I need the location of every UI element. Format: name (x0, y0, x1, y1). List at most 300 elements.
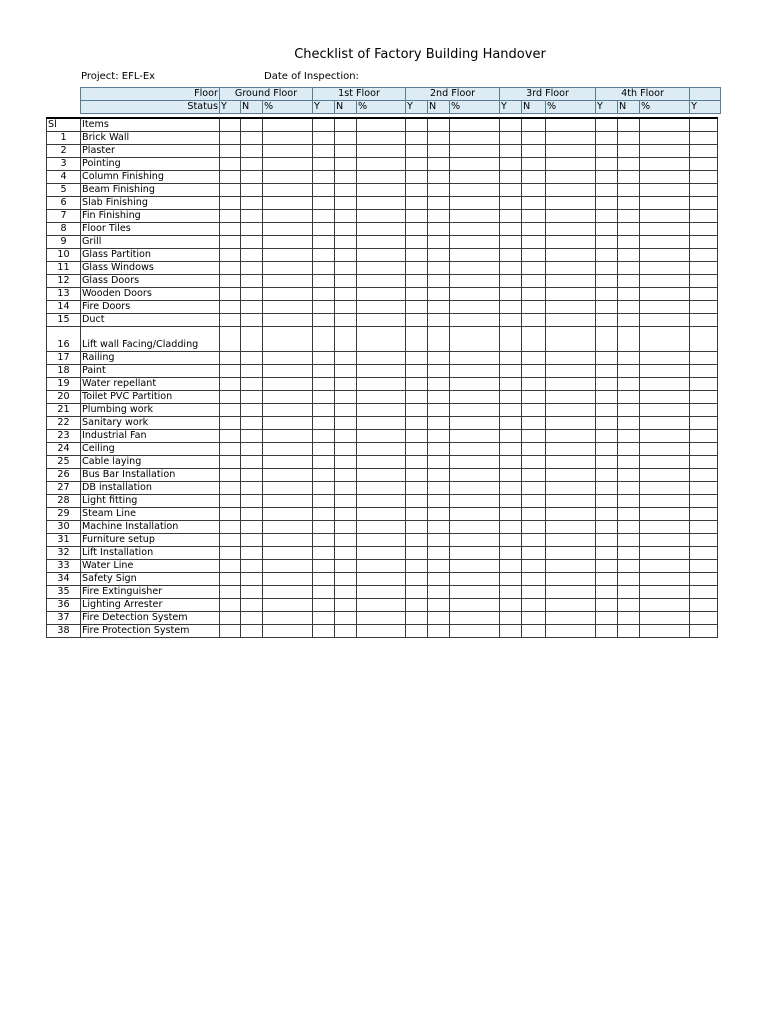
status-cell[interactable] (406, 482, 428, 495)
status-cell[interactable] (596, 210, 618, 223)
status-cell[interactable] (546, 378, 596, 391)
status-cell[interactable] (640, 599, 690, 612)
status-cell[interactable] (596, 171, 618, 184)
status-cell[interactable] (406, 352, 428, 365)
status-cell[interactable] (500, 521, 522, 534)
status-cell[interactable] (335, 365, 357, 378)
status-cell[interactable] (428, 378, 450, 391)
status-cell[interactable] (241, 145, 263, 158)
status-cell[interactable] (640, 612, 690, 625)
status-cell[interactable] (450, 314, 500, 327)
status-cell[interactable] (313, 560, 335, 573)
status-cell[interactable] (357, 288, 406, 301)
status-cell[interactable] (357, 508, 406, 521)
status-cell[interactable] (406, 430, 428, 443)
status-cell[interactable] (690, 327, 718, 352)
status-cell[interactable] (241, 599, 263, 612)
status-cell[interactable] (618, 625, 640, 638)
status-cell[interactable] (522, 145, 546, 158)
status-cell[interactable] (690, 288, 718, 301)
status-cell[interactable] (546, 236, 596, 249)
status-cell[interactable] (690, 573, 718, 586)
status-cell[interactable] (357, 314, 406, 327)
status-cell[interactable] (690, 158, 718, 171)
status-cell[interactable] (263, 301, 313, 314)
status-cell[interactable] (546, 365, 596, 378)
status-cell[interactable] (640, 573, 690, 586)
status-cell[interactable] (428, 158, 450, 171)
status-cell[interactable] (596, 443, 618, 456)
status-cell[interactable] (357, 145, 406, 158)
status-cell[interactable] (690, 275, 718, 288)
status-cell[interactable] (241, 534, 263, 547)
status-cell[interactable] (220, 469, 241, 482)
status-cell[interactable] (690, 547, 718, 560)
status-cell[interactable] (428, 586, 450, 599)
status-cell[interactable] (335, 158, 357, 171)
status-cell[interactable] (335, 560, 357, 573)
status-cell[interactable] (220, 495, 241, 508)
status-cell[interactable] (690, 365, 718, 378)
status-cell[interactable] (690, 132, 718, 145)
status-cell[interactable] (263, 365, 313, 378)
status-cell[interactable] (546, 547, 596, 560)
status-cell[interactable] (428, 430, 450, 443)
status-cell[interactable] (335, 391, 357, 404)
status-cell[interactable] (500, 249, 522, 262)
status-cell[interactable] (428, 508, 450, 521)
status-cell[interactable] (690, 495, 718, 508)
status-cell[interactable] (640, 158, 690, 171)
status-cell[interactable] (690, 417, 718, 430)
status-cell[interactable] (428, 314, 450, 327)
status-cell[interactable] (522, 573, 546, 586)
status-cell[interactable] (500, 469, 522, 482)
status-cell[interactable] (313, 197, 335, 210)
status-cell[interactable] (335, 171, 357, 184)
status-cell[interactable] (406, 158, 428, 171)
status-cell[interactable] (640, 417, 690, 430)
status-cell[interactable] (335, 314, 357, 327)
status-cell[interactable] (357, 158, 406, 171)
status-cell[interactable] (313, 288, 335, 301)
status-cell[interactable] (335, 145, 357, 158)
status-cell[interactable] (618, 365, 640, 378)
status-cell[interactable] (690, 469, 718, 482)
status-cell[interactable] (690, 521, 718, 534)
status-cell[interactable] (357, 171, 406, 184)
status-cell[interactable] (546, 249, 596, 262)
status-cell[interactable] (690, 482, 718, 495)
status-cell[interactable] (500, 288, 522, 301)
status-cell[interactable] (546, 625, 596, 638)
status-cell[interactable] (500, 365, 522, 378)
status-cell[interactable] (428, 249, 450, 262)
status-cell[interactable] (596, 404, 618, 417)
status-cell[interactable] (618, 197, 640, 210)
status-cell[interactable] (263, 314, 313, 327)
status-cell[interactable] (406, 547, 428, 560)
status-cell[interactable] (357, 456, 406, 469)
status-cell[interactable] (640, 365, 690, 378)
status-cell[interactable] (313, 275, 335, 288)
status-cell[interactable] (406, 469, 428, 482)
status-cell[interactable] (220, 560, 241, 573)
status-cell[interactable] (357, 495, 406, 508)
status-cell[interactable] (690, 586, 718, 599)
status-cell[interactable] (522, 612, 546, 625)
status-cell[interactable] (500, 495, 522, 508)
status-cell[interactable] (428, 573, 450, 586)
status-cell[interactable] (406, 391, 428, 404)
status-cell[interactable] (335, 184, 357, 197)
status-cell[interactable] (263, 508, 313, 521)
status-cell[interactable] (220, 132, 241, 145)
status-cell[interactable] (450, 301, 500, 314)
status-cell[interactable] (596, 223, 618, 236)
status-cell[interactable] (618, 314, 640, 327)
status-cell[interactable] (546, 145, 596, 158)
status-cell[interactable] (263, 391, 313, 404)
status-cell[interactable] (450, 132, 500, 145)
status-cell[interactable] (241, 625, 263, 638)
status-cell[interactable] (335, 534, 357, 547)
status-cell[interactable] (313, 625, 335, 638)
status-cell[interactable] (640, 508, 690, 521)
status-cell[interactable] (450, 469, 500, 482)
status-cell[interactable] (313, 184, 335, 197)
status-cell[interactable] (357, 521, 406, 534)
status-cell[interactable] (522, 158, 546, 171)
status-cell[interactable] (640, 378, 690, 391)
status-cell[interactable] (263, 417, 313, 430)
status-cell[interactable] (640, 495, 690, 508)
status-cell[interactable] (500, 301, 522, 314)
status-cell[interactable] (220, 145, 241, 158)
status-cell[interactable] (596, 599, 618, 612)
status-cell[interactable] (522, 521, 546, 534)
status-cell[interactable] (596, 314, 618, 327)
status-cell[interactable] (618, 327, 640, 352)
status-cell[interactable] (263, 223, 313, 236)
status-cell[interactable] (450, 456, 500, 469)
status-cell[interactable] (522, 249, 546, 262)
status-cell[interactable] (596, 508, 618, 521)
status-cell[interactable] (450, 262, 500, 275)
status-cell[interactable] (546, 495, 596, 508)
status-cell[interactable] (450, 586, 500, 599)
status-cell[interactable] (450, 223, 500, 236)
status-cell[interactable] (220, 599, 241, 612)
status-cell[interactable] (220, 443, 241, 456)
status-cell[interactable] (263, 625, 313, 638)
status-cell[interactable] (335, 327, 357, 352)
status-cell[interactable] (357, 184, 406, 197)
status-cell[interactable] (640, 469, 690, 482)
status-cell[interactable] (335, 573, 357, 586)
status-cell[interactable] (596, 184, 618, 197)
status-cell[interactable] (428, 391, 450, 404)
status-cell[interactable] (406, 534, 428, 547)
status-cell[interactable] (596, 560, 618, 573)
status-cell[interactable] (596, 521, 618, 534)
status-cell[interactable] (406, 288, 428, 301)
status-cell[interactable] (241, 171, 263, 184)
status-cell[interactable] (690, 625, 718, 638)
status-cell[interactable] (640, 521, 690, 534)
status-cell[interactable] (618, 547, 640, 560)
status-cell[interactable] (618, 184, 640, 197)
status-cell[interactable] (690, 184, 718, 197)
status-cell[interactable] (220, 547, 241, 560)
status-cell[interactable] (263, 262, 313, 275)
status-cell[interactable] (406, 262, 428, 275)
status-cell[interactable] (618, 262, 640, 275)
status-cell[interactable] (428, 223, 450, 236)
status-cell[interactable] (357, 223, 406, 236)
status-cell[interactable] (220, 456, 241, 469)
status-cell[interactable] (220, 534, 241, 547)
status-cell[interactable] (241, 275, 263, 288)
status-cell[interactable] (220, 210, 241, 223)
status-cell[interactable] (357, 430, 406, 443)
status-cell[interactable] (241, 586, 263, 599)
status-cell[interactable] (450, 249, 500, 262)
status-cell[interactable] (618, 534, 640, 547)
status-cell[interactable] (263, 236, 313, 249)
status-cell[interactable] (522, 132, 546, 145)
status-cell[interactable] (618, 456, 640, 469)
status-cell[interactable] (335, 495, 357, 508)
status-cell[interactable] (500, 599, 522, 612)
status-cell[interactable] (357, 573, 406, 586)
status-cell[interactable] (357, 275, 406, 288)
status-cell[interactable] (357, 417, 406, 430)
status-cell[interactable] (500, 586, 522, 599)
status-cell[interactable] (640, 249, 690, 262)
status-cell[interactable] (522, 171, 546, 184)
status-cell[interactable] (406, 236, 428, 249)
status-cell[interactable] (596, 158, 618, 171)
status-cell[interactable] (428, 482, 450, 495)
status-cell[interactable] (546, 132, 596, 145)
status-cell[interactable] (220, 391, 241, 404)
status-cell[interactable] (263, 275, 313, 288)
status-cell[interactable] (546, 184, 596, 197)
status-cell[interactable] (220, 314, 241, 327)
status-cell[interactable] (406, 301, 428, 314)
status-cell[interactable] (618, 599, 640, 612)
status-cell[interactable] (428, 469, 450, 482)
status-cell[interactable] (596, 236, 618, 249)
status-cell[interactable] (263, 599, 313, 612)
status-cell[interactable] (357, 378, 406, 391)
status-cell[interactable] (596, 573, 618, 586)
status-cell[interactable] (428, 625, 450, 638)
status-cell[interactable] (690, 443, 718, 456)
status-cell[interactable] (263, 288, 313, 301)
status-cell[interactable] (241, 612, 263, 625)
status-cell[interactable] (357, 365, 406, 378)
status-cell[interactable] (220, 275, 241, 288)
status-cell[interactable] (500, 275, 522, 288)
status-cell[interactable] (335, 378, 357, 391)
status-cell[interactable] (241, 378, 263, 391)
status-cell[interactable] (220, 352, 241, 365)
status-cell[interactable] (618, 482, 640, 495)
status-cell[interactable] (450, 560, 500, 573)
status-cell[interactable] (220, 262, 241, 275)
status-cell[interactable] (546, 612, 596, 625)
status-cell[interactable] (357, 262, 406, 275)
status-cell[interactable] (618, 132, 640, 145)
status-cell[interactable] (263, 586, 313, 599)
status-cell[interactable] (406, 171, 428, 184)
status-cell[interactable] (313, 495, 335, 508)
status-cell[interactable] (335, 547, 357, 560)
status-cell[interactable] (428, 184, 450, 197)
status-cell[interactable] (241, 482, 263, 495)
status-cell[interactable] (522, 443, 546, 456)
status-cell[interactable] (220, 404, 241, 417)
status-cell[interactable] (640, 534, 690, 547)
status-cell[interactable] (596, 534, 618, 547)
status-cell[interactable] (241, 210, 263, 223)
status-cell[interactable] (357, 482, 406, 495)
status-cell[interactable] (428, 365, 450, 378)
status-cell[interactable] (640, 145, 690, 158)
status-cell[interactable] (313, 586, 335, 599)
status-cell[interactable] (690, 404, 718, 417)
status-cell[interactable] (618, 158, 640, 171)
status-cell[interactable] (313, 573, 335, 586)
status-cell[interactable] (335, 275, 357, 288)
status-cell[interactable] (450, 534, 500, 547)
status-cell[interactable] (546, 456, 596, 469)
status-cell[interactable] (522, 210, 546, 223)
status-cell[interactable] (357, 327, 406, 352)
status-cell[interactable] (500, 456, 522, 469)
status-cell[interactable] (450, 417, 500, 430)
status-cell[interactable] (500, 327, 522, 352)
status-cell[interactable] (428, 404, 450, 417)
status-cell[interactable] (357, 534, 406, 547)
status-cell[interactable] (690, 262, 718, 275)
status-cell[interactable] (406, 404, 428, 417)
status-cell[interactable] (313, 314, 335, 327)
status-cell[interactable] (450, 404, 500, 417)
status-cell[interactable] (313, 391, 335, 404)
status-cell[interactable] (546, 171, 596, 184)
status-cell[interactable] (263, 573, 313, 586)
status-cell[interactable] (596, 352, 618, 365)
status-cell[interactable] (220, 521, 241, 534)
status-cell[interactable] (690, 249, 718, 262)
status-cell[interactable] (313, 417, 335, 430)
status-cell[interactable] (335, 404, 357, 417)
status-cell[interactable] (522, 391, 546, 404)
status-cell[interactable] (522, 625, 546, 638)
status-cell[interactable] (500, 262, 522, 275)
status-cell[interactable] (263, 197, 313, 210)
status-cell[interactable] (522, 275, 546, 288)
status-cell[interactable] (546, 417, 596, 430)
status-cell[interactable] (263, 327, 313, 352)
status-cell[interactable] (406, 612, 428, 625)
status-cell[interactable] (450, 288, 500, 301)
status-cell[interactable] (220, 197, 241, 210)
status-cell[interactable] (618, 521, 640, 534)
status-cell[interactable] (428, 534, 450, 547)
status-cell[interactable] (596, 456, 618, 469)
status-cell[interactable] (450, 625, 500, 638)
status-cell[interactable] (450, 430, 500, 443)
status-cell[interactable] (428, 145, 450, 158)
status-cell[interactable] (522, 197, 546, 210)
status-cell[interactable] (313, 249, 335, 262)
status-cell[interactable] (640, 430, 690, 443)
status-cell[interactable] (500, 145, 522, 158)
status-cell[interactable] (690, 599, 718, 612)
status-cell[interactable] (335, 301, 357, 314)
status-cell[interactable] (428, 495, 450, 508)
status-cell[interactable] (546, 197, 596, 210)
status-cell[interactable] (263, 560, 313, 573)
status-cell[interactable] (220, 249, 241, 262)
status-cell[interactable] (335, 249, 357, 262)
status-cell[interactable] (357, 599, 406, 612)
status-cell[interactable] (500, 560, 522, 573)
status-cell[interactable] (596, 417, 618, 430)
status-cell[interactable] (690, 391, 718, 404)
status-cell[interactable] (241, 430, 263, 443)
status-cell[interactable] (546, 443, 596, 456)
status-cell[interactable] (263, 378, 313, 391)
status-cell[interactable] (406, 508, 428, 521)
status-cell[interactable] (690, 223, 718, 236)
status-cell[interactable] (263, 482, 313, 495)
status-cell[interactable] (220, 625, 241, 638)
status-cell[interactable] (596, 378, 618, 391)
status-cell[interactable] (450, 210, 500, 223)
status-cell[interactable] (335, 197, 357, 210)
status-cell[interactable] (241, 495, 263, 508)
status-cell[interactable] (500, 158, 522, 171)
status-cell[interactable] (690, 352, 718, 365)
status-cell[interactable] (596, 391, 618, 404)
status-cell[interactable] (241, 521, 263, 534)
status-cell[interactable] (241, 508, 263, 521)
status-cell[interactable] (618, 391, 640, 404)
status-cell[interactable] (335, 469, 357, 482)
status-cell[interactable] (220, 508, 241, 521)
status-cell[interactable] (618, 275, 640, 288)
status-cell[interactable] (406, 365, 428, 378)
status-cell[interactable] (241, 547, 263, 560)
status-cell[interactable] (546, 430, 596, 443)
status-cell[interactable] (313, 145, 335, 158)
status-cell[interactable] (690, 145, 718, 158)
status-cell[interactable] (522, 378, 546, 391)
status-cell[interactable] (596, 625, 618, 638)
status-cell[interactable] (313, 132, 335, 145)
status-cell[interactable] (500, 132, 522, 145)
status-cell[interactable] (220, 612, 241, 625)
status-cell[interactable] (596, 262, 618, 275)
status-cell[interactable] (618, 210, 640, 223)
status-cell[interactable] (357, 301, 406, 314)
status-cell[interactable] (546, 275, 596, 288)
